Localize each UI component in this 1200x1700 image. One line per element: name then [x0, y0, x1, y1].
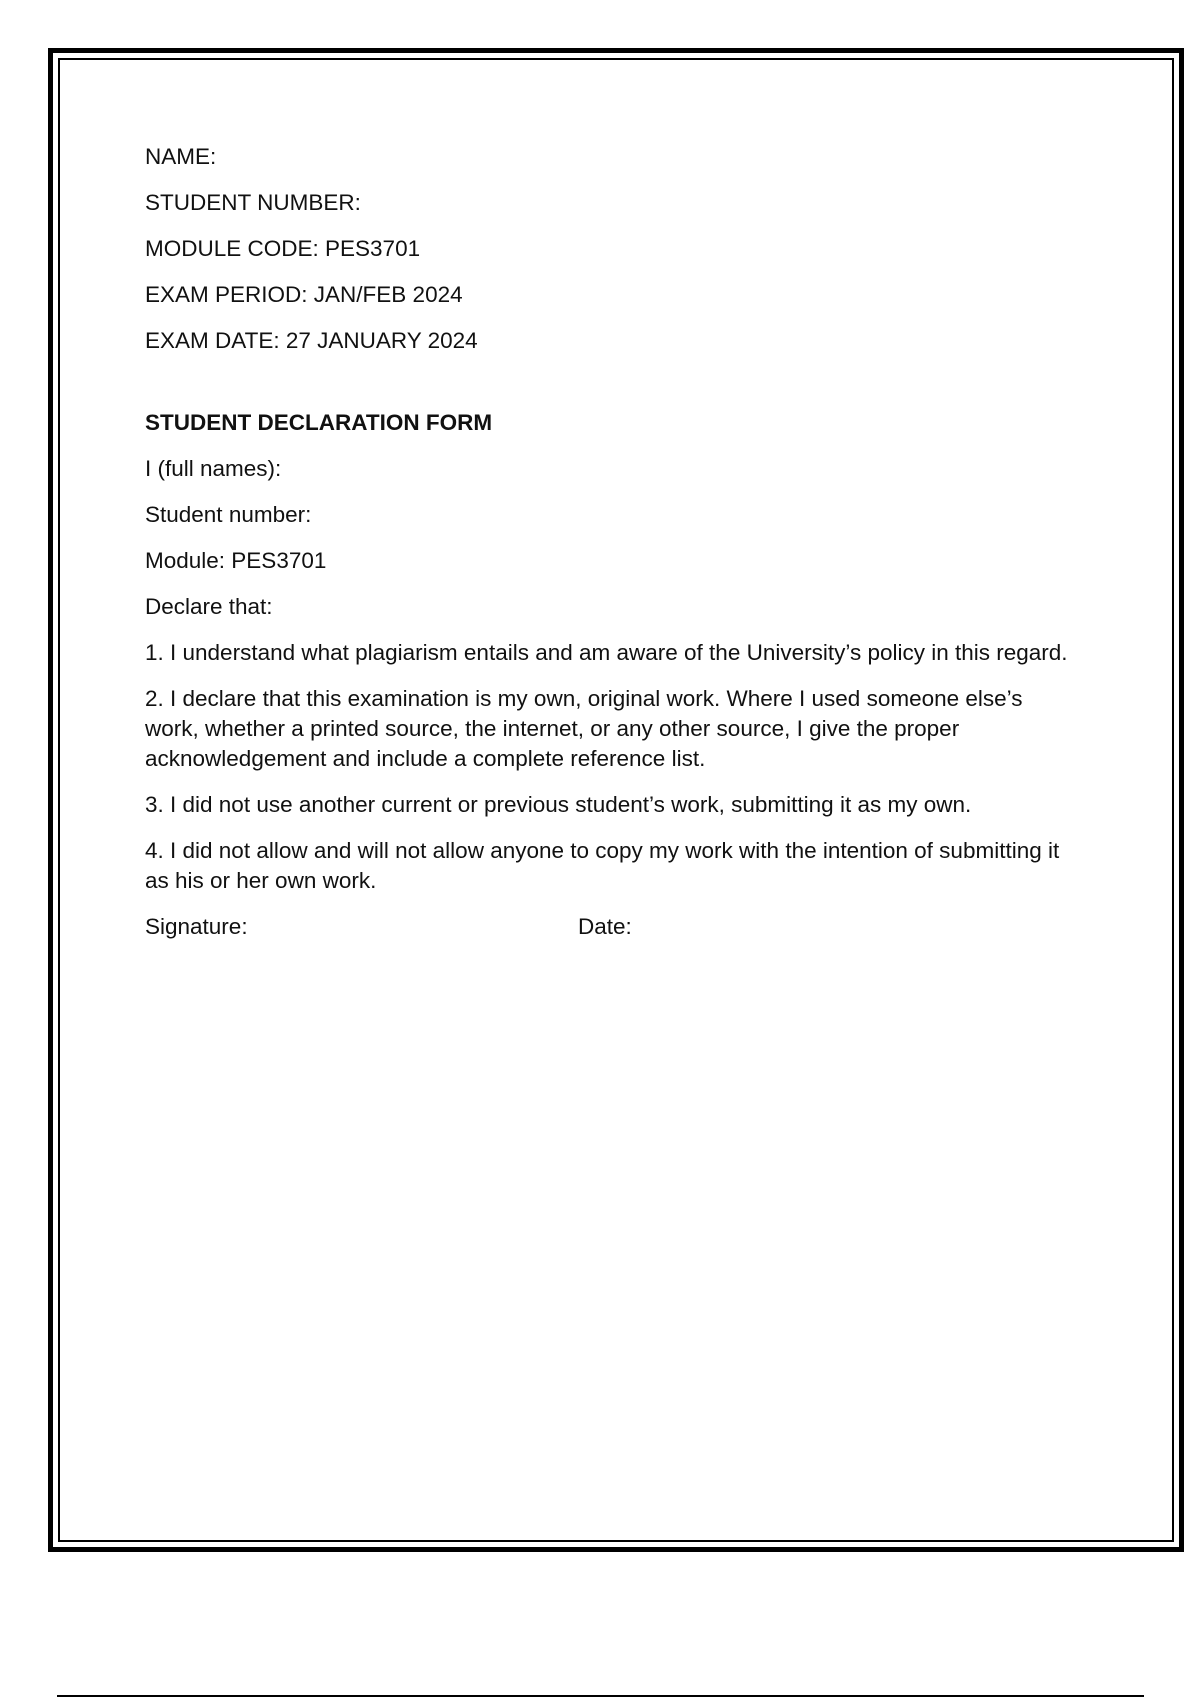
- full-names-label: I (full names):: [145, 456, 282, 481]
- student-number-label: STUDENT NUMBER:: [145, 190, 361, 215]
- document-content: [145, 142, 1075, 942]
- exam-header: [145, 142, 1075, 356]
- declare-that-label: Declare that:: [145, 594, 273, 619]
- declaration-student-number-label: Student number:: [145, 502, 312, 527]
- declaration-module: Module: PES3701: [145, 548, 327, 573]
- declaration-item-1: 1. I understand what plagiarism entails and am aware of the University’s policy in this regard.: [145, 640, 1068, 665]
- date-label: Date:: [578, 914, 632, 939]
- footer-divider: [57, 1695, 1144, 1697]
- exam-period: EXAM PERIOD: JAN/FEB 2024: [145, 282, 463, 307]
- declaration-item-4: 4. I did not allow and will not allow anyone to copy my work with the intention of submitting it as his or her own work.: [145, 838, 1060, 893]
- signature-label: Signature:: [145, 914, 248, 939]
- module-code: MODULE CODE: PES3701: [145, 236, 421, 261]
- signature-row: [145, 912, 1075, 942]
- declaration-item-3: 3. I did not use another current or previous student’s work, submitting it as my own.: [145, 792, 972, 817]
- declaration-item-2: 2. I declare that this examination is my own, original work. Where I used someone else’s work, whether a printed source, the internet, or any other source, I give the proper acknowledgement and include a complete reference list.: [145, 686, 1023, 771]
- declaration-title: STUDENT DECLARATION FORM: [145, 410, 493, 435]
- name-label: NAME:: [145, 144, 217, 169]
- exam-date: EXAM DATE: 27 JANUARY 2024: [145, 328, 478, 353]
